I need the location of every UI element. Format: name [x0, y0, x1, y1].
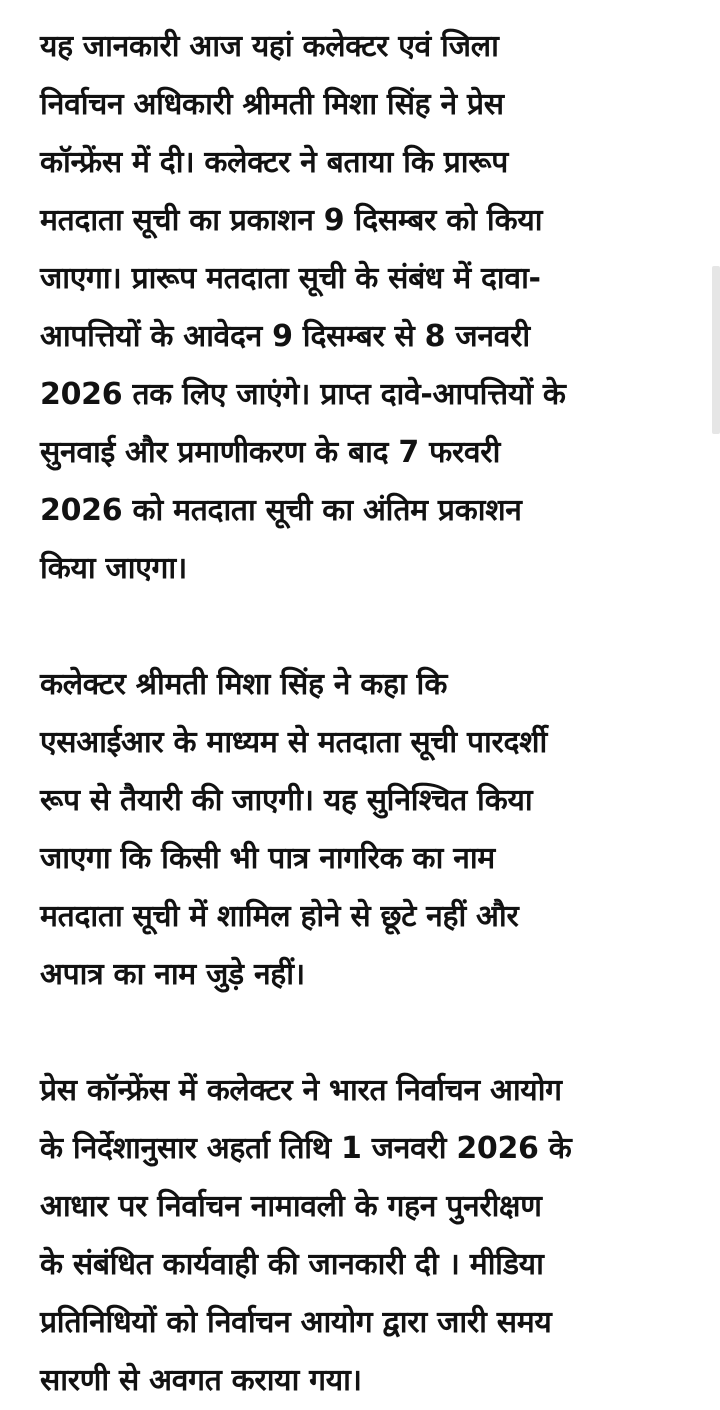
text-line: 2026 को मतदाता सूची का अंतिम प्रकाशन	[40, 493, 522, 528]
text-line: प्रेस कॉन्फ्रेंस में कलेक्टर ने भारत निर्वाचन आयोग	[40, 1073, 562, 1108]
scrollbar-thumb[interactable]	[712, 266, 720, 434]
text-line: 2026 तक लिए जाएंगे। प्राप्त दावे-आपत्तियों के	[40, 377, 566, 412]
text-line: आधार पर निर्वाचन नामावली के गहन पुनरीक्षण	[40, 1189, 542, 1224]
text-line: सारणी से अवगत कराया गया।	[40, 1363, 362, 1398]
paragraph-3	[40, 1062, 690, 1410]
text-line: कलेक्टर श्रीमती मिशा सिंह ने कहा कि	[40, 667, 448, 702]
text-line: सुनवाई और प्रमाणीकरण के बाद 7 फरवरी	[40, 435, 501, 470]
text-line: मतदाता सूची में शामिल होने से छूटे नहीं और	[40, 899, 519, 934]
text-line: जाएगा। प्रारूप मतदाता सूची के संबंध में दावा-	[40, 261, 541, 296]
text-line: निर्वाचन अधिकारी श्रीमती मिशा सिंह ने प्रेस	[40, 87, 504, 122]
article-body	[40, 18, 690, 1410]
text-line: अपात्र का नाम जुड़े नहीं।	[40, 957, 305, 992]
text-line: के निर्देशानुसार अहर्ता तिथि 1 जनवरी 2026 के	[40, 1131, 572, 1166]
text-line: कॉन्फ्रेंस में दी। कलेक्टर ने बताया कि प्रारूप	[40, 145, 509, 180]
text-line: रूप से तैयारी की जाएगी। यह सुनिश्चित किया	[40, 783, 533, 818]
text-line: आपत्तियों के आवेदन 9 दिसम्बर से 8 जनवरी	[40, 319, 530, 354]
paragraph-spacer	[40, 1004, 690, 1062]
text-line: यह जानकारी आज यहां कलेक्टर एवं जिला	[40, 29, 499, 64]
text-line: के संबंधित कार्यवाही की जानकारी दी । मीडिया	[40, 1247, 544, 1282]
paragraph-spacer	[40, 598, 690, 656]
text-line: एसआईआर के माध्यम से मतदाता सूची पारदर्शी	[40, 725, 547, 760]
text-line: जाएगा कि किसी भी पात्र नागरिक का नाम	[40, 841, 495, 876]
text-line: मतदाता सूची का प्रकाशन 9 दिसम्बर को किया	[40, 203, 543, 238]
paragraph-2	[40, 656, 690, 1004]
text-line: किया जाएगा।	[40, 551, 187, 586]
paragraph-1	[40, 18, 690, 598]
text-line: प्रतिनिधियों को निर्वाचन आयोग द्वारा जारी समय	[40, 1305, 552, 1340]
